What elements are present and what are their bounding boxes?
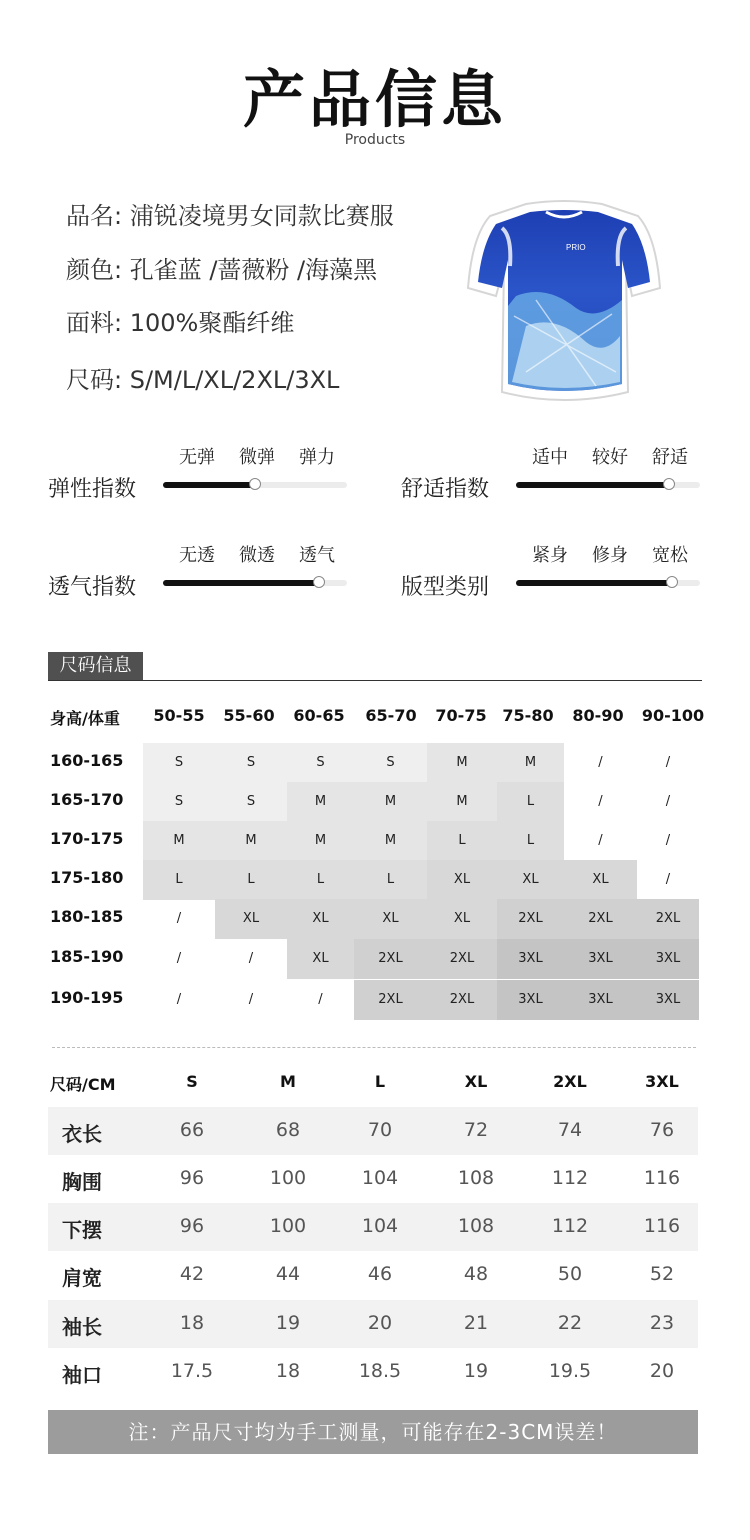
height-row-label: 180-185 <box>50 907 124 926</box>
measurement-value: 19 <box>463 1360 489 1382</box>
size-cell: 3XL <box>637 980 699 1020</box>
size-cell: / <box>598 755 603 770</box>
measurement-value: 74 <box>557 1119 583 1141</box>
measurement-value: 100 <box>269 1215 307 1237</box>
grid-corner-label: 身高/体重 <box>50 709 120 728</box>
size-cell: M <box>427 782 497 822</box>
measurement-value: 18.5 <box>358 1360 402 1382</box>
index-tick-label: 适中 <box>532 447 568 468</box>
index-fill <box>516 482 669 488</box>
measurement-value: 72 <box>463 1119 489 1141</box>
size-cell: M <box>354 782 427 822</box>
size-cell: M <box>354 821 427 861</box>
product-color-line: 颜色: 孔雀蓝 /蔷薇粉 /海藻黑 <box>66 256 378 284</box>
measurement-value: 68 <box>275 1119 301 1141</box>
measurement-value: 104 <box>361 1215 399 1237</box>
size-cell: S <box>215 782 287 822</box>
size-cell: M <box>287 782 354 822</box>
size-cell: / <box>665 872 671 887</box>
weight-column-header: 55-60 <box>223 706 275 725</box>
product-name-line: 品名: 浦锐凌境男女同款比赛服 <box>66 202 394 230</box>
weight-column-header: 90-100 <box>641 706 705 725</box>
size-cell: / <box>248 951 254 966</box>
index-tick-label: 微透 <box>239 545 275 566</box>
measurement-value: 20 <box>649 1360 675 1382</box>
page-title: 产品信息 <box>242 63 507 136</box>
size-cell: S <box>143 782 215 822</box>
measurement-value: 66 <box>179 1119 205 1141</box>
index-fill <box>163 482 255 488</box>
measurement-row-label: 衣长 <box>62 1122 102 1146</box>
size-cell: / <box>176 992 182 1007</box>
size-cell: 2XL <box>637 899 699 939</box>
size-cell: 3XL <box>637 939 699 979</box>
index-knob <box>663 478 675 490</box>
weight-column-header: 60-65 <box>293 706 345 725</box>
weight-column-header: 75-80 <box>502 706 554 725</box>
jersey-brand-text: PRIO <box>566 243 586 252</box>
measurement-row-label: 袖长 <box>62 1315 102 1339</box>
size-cell: / <box>318 992 323 1007</box>
index-fill <box>163 580 319 586</box>
measurement-value: 112 <box>551 1167 589 1189</box>
size-cell: S <box>143 743 215 783</box>
size-cell: 3XL <box>564 980 637 1020</box>
measurement-value: 116 <box>643 1167 681 1189</box>
measurement-value: 20 <box>367 1312 393 1334</box>
size-cell: / <box>665 755 671 770</box>
index-tick-label: 微弹 <box>239 447 275 468</box>
measurement-row-label: 下摆 <box>62 1218 102 1242</box>
size-cell: M <box>287 821 354 861</box>
index-tick-label: 宽松 <box>652 545 688 566</box>
size-cell: 3XL <box>497 939 564 979</box>
index-tick-label: 弹力 <box>299 447 335 468</box>
measurement-value: 76 <box>649 1119 675 1141</box>
product-size-line: 尺码: S/M/L/XL/2XL/3XL <box>66 366 340 394</box>
measurement-value: 104 <box>361 1167 399 1189</box>
size-cell: L <box>143 860 215 900</box>
size-cell: L <box>287 860 354 900</box>
measurement-value: 42 <box>179 1263 205 1285</box>
measurement-value: 22 <box>557 1312 583 1334</box>
weight-column-header: 80-90 <box>572 706 624 725</box>
size-cell: XL <box>215 899 287 939</box>
measurement-note: 注：产品尺寸均为手工测量，可能存在2-3CM误差！ <box>48 1410 698 1454</box>
height-row-label: 170-175 <box>50 829 124 848</box>
size-cell: L <box>215 860 287 900</box>
size-cell: / <box>176 951 182 966</box>
index-label: 舒适指数 <box>401 477 490 502</box>
measurement-value: 52 <box>649 1263 675 1285</box>
size-cell: L <box>497 782 564 822</box>
size-cell: 2XL <box>427 939 497 979</box>
measurement-value: 108 <box>457 1215 495 1237</box>
index-knob <box>249 478 261 490</box>
size-cell: M <box>427 743 497 783</box>
index-tick-label: 舒适 <box>652 447 688 468</box>
size-cell: / <box>598 794 603 809</box>
index-label: 版型类别 <box>401 575 490 600</box>
index-tick-label: 无弹 <box>179 447 215 468</box>
size-cell: XL <box>427 860 497 900</box>
size-cell: M <box>143 821 215 861</box>
height-row-label: 160-165 <box>50 751 124 770</box>
size-cell: / <box>665 794 671 809</box>
weight-column-header: 65-70 <box>365 706 417 725</box>
measurement-value: 46 <box>367 1263 393 1285</box>
size-cell: 2XL <box>497 899 564 939</box>
index-tick-label: 紧身 <box>532 545 568 566</box>
index-fill <box>516 580 672 586</box>
size-cell: XL <box>564 860 637 900</box>
size-cell: / <box>176 911 182 926</box>
measurement-value: 19.5 <box>548 1360 592 1382</box>
measurement-row-label: 袖口 <box>62 1363 102 1387</box>
dashed-divider <box>52 1047 696 1048</box>
index-knob <box>666 576 678 588</box>
size-cell: / <box>665 833 671 848</box>
size-cell: L <box>354 860 427 900</box>
size-column-header: L <box>374 1072 386 1091</box>
measurement-value: 96 <box>179 1167 205 1189</box>
height-row-label: 190-195 <box>50 988 124 1007</box>
index-tick-label: 修身 <box>592 545 628 566</box>
measurement-value: 17.5 <box>170 1360 214 1382</box>
index-track <box>516 482 700 488</box>
size-cell: 2XL <box>354 939 427 979</box>
size-cell: L <box>497 821 564 861</box>
weight-column-header: 50-55 <box>153 706 205 725</box>
measurement-value: 112 <box>551 1215 589 1237</box>
height-row-label: 175-180 <box>50 868 124 887</box>
page-subtitle: Products <box>344 132 406 148</box>
size-info-header: 尺码信息 <box>48 652 143 680</box>
measurement-value: 18 <box>275 1360 301 1382</box>
index-knob <box>313 576 325 588</box>
size-column-header: S <box>186 1072 198 1091</box>
weight-column-header: 70-75 <box>435 706 487 725</box>
size-cell: L <box>427 821 497 861</box>
size-cell: M <box>215 821 287 861</box>
size-cell: XL <box>287 939 354 979</box>
measurement-value: 108 <box>457 1167 495 1189</box>
index-track <box>516 580 700 586</box>
measurement-value: 48 <box>463 1263 489 1285</box>
section-divider <box>48 680 702 681</box>
size-cell: 3XL <box>497 980 564 1020</box>
index-tick-label: 无透 <box>179 545 215 566</box>
size-cell: / <box>598 833 603 848</box>
measurement-value: 70 <box>367 1119 393 1141</box>
size-column-header: 3XL <box>645 1072 679 1091</box>
size-cell: XL <box>354 899 427 939</box>
measurement-value: 19 <box>275 1312 301 1334</box>
height-row-label: 165-170 <box>50 790 124 809</box>
index-track <box>163 580 347 586</box>
index-track <box>163 482 347 488</box>
size-cell: 2XL <box>427 980 497 1020</box>
index-tick-label: 较好 <box>592 447 628 468</box>
size-cell: XL <box>497 860 564 900</box>
index-tick-label: 透气 <box>299 545 335 566</box>
size-cell: XL <box>427 899 497 939</box>
measurement-row-label: 胸围 <box>62 1170 102 1194</box>
size-cell: XL <box>287 899 354 939</box>
size-cell: 2XL <box>564 899 637 939</box>
index-label: 透气指数 <box>48 575 137 600</box>
measurement-value: 23 <box>649 1312 675 1334</box>
size-column-header: M <box>280 1072 296 1091</box>
measurement-value: 44 <box>275 1263 301 1285</box>
product-fabric-line: 面料: 100%聚酯纤维 <box>66 309 295 337</box>
jersey-image <box>466 196 662 408</box>
size-cell: S <box>215 743 287 783</box>
measurement-corner-label: 尺码/CM <box>50 1075 116 1094</box>
measurement-value: 21 <box>463 1312 489 1334</box>
size-cell: 2XL <box>354 980 427 1020</box>
size-cell: S <box>287 743 354 783</box>
height-row-label: 185-190 <box>50 947 124 966</box>
measurement-value: 96 <box>179 1215 205 1237</box>
size-cell: M <box>497 743 564 783</box>
measurement-value: 18 <box>179 1312 205 1334</box>
measurement-value: 50 <box>557 1263 583 1285</box>
size-column-header: 2XL <box>553 1072 587 1091</box>
measurement-value: 100 <box>269 1167 307 1189</box>
size-column-header: XL <box>464 1072 488 1091</box>
size-cell: / <box>248 992 254 1007</box>
measurement-value: 116 <box>643 1215 681 1237</box>
measurement-row-label: 肩宽 <box>62 1266 102 1290</box>
size-cell: S <box>354 743 427 783</box>
index-label: 弹性指数 <box>48 477 137 502</box>
size-cell: 3XL <box>564 939 637 979</box>
